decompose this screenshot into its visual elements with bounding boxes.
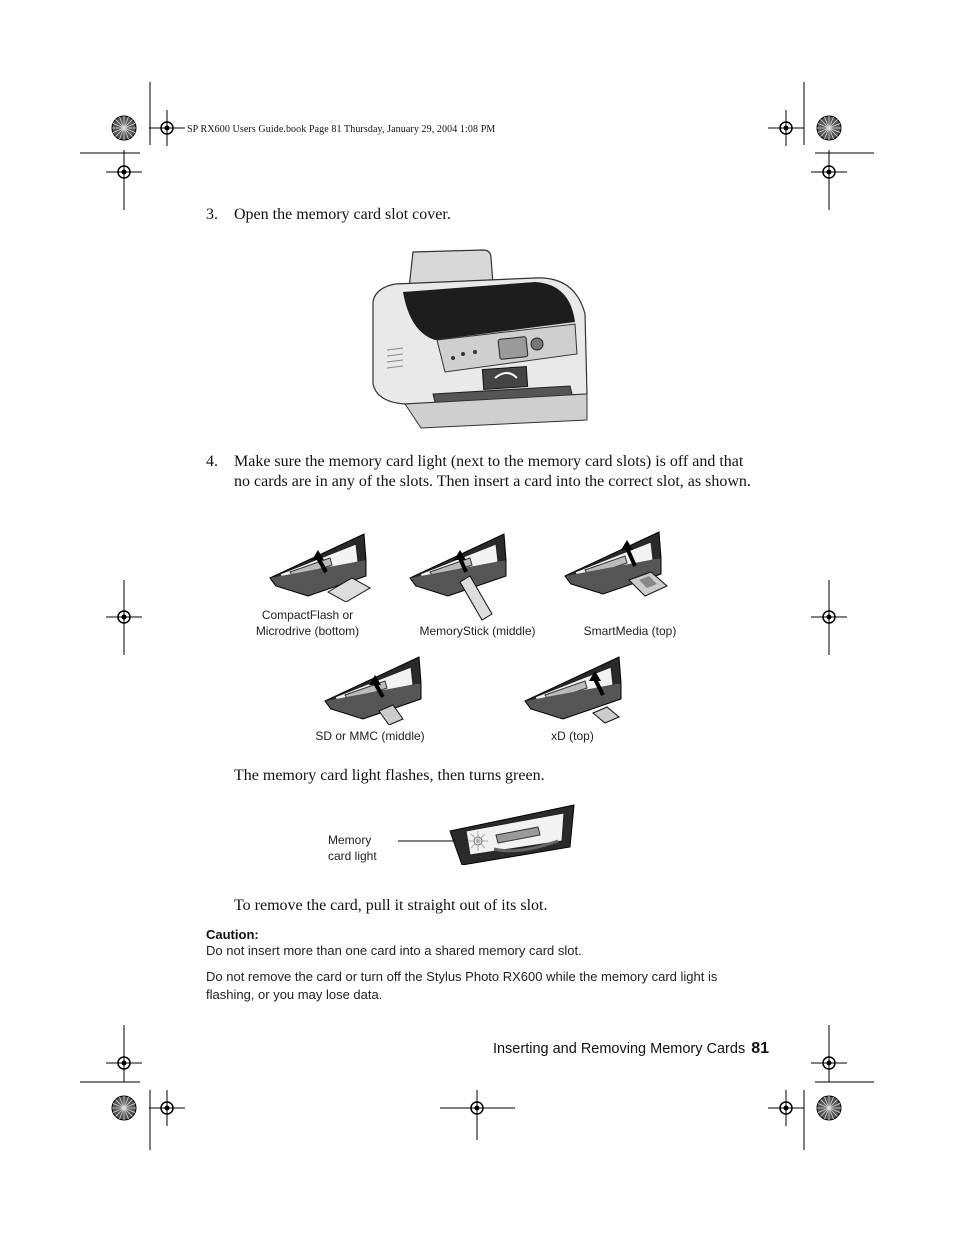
memory-card-light-label-line2: card light bbox=[328, 849, 377, 863]
memorystick-illustration bbox=[408, 532, 518, 622]
compactflash-illustration bbox=[268, 532, 378, 602]
caution-title: Caution: bbox=[206, 927, 259, 942]
step-3-number: 3. bbox=[206, 206, 218, 223]
smartmedia-illustration bbox=[563, 530, 673, 600]
memory-card-light-illustration bbox=[398, 803, 578, 865]
caption-compactflash-line2: Microdrive (bottom) bbox=[255, 624, 360, 638]
step-3-text: Open the memory card slot cover. bbox=[234, 206, 451, 223]
light-flashes-text: The memory card light flashes, then turns green. bbox=[234, 767, 545, 784]
memory-card-light-label bbox=[328, 832, 377, 864]
page-number: 81 bbox=[751, 1040, 769, 1057]
slug-line: SP RX600 Users Guide.book Page 81 Thursday, January 29, 2004 1:08 PM bbox=[187, 124, 496, 135]
caution-line-1: Do not insert more than one card into a shared memory card slot. bbox=[206, 943, 582, 958]
step-4-number: 4. bbox=[206, 453, 218, 470]
xd-illustration bbox=[523, 655, 633, 725]
step-4-text: Make sure the memory card light (next to the memory card slots) is off and that no cards are in any of the slots. Then insert a card into the correct slot, as shown. bbox=[234, 453, 751, 490]
caption-smartmedia: SmartMedia (top) bbox=[583, 624, 677, 638]
caution-line-2: Do not remove the card or turn off the Stylus Photo RX600 while the memory card light is flashing, or you may lose data. bbox=[206, 969, 718, 1002]
caption-compactflash-line1: CompactFlash or bbox=[261, 608, 354, 622]
remove-card-text: To remove the card, pull it straight out of its slot. bbox=[234, 897, 548, 914]
caption-xd: xD (top) bbox=[551, 729, 594, 743]
caption-sd-mmc: SD or MMC (middle) bbox=[315, 729, 425, 743]
footer-section-title: Inserting and Removing Memory Cards bbox=[492, 1041, 746, 1057]
page-footer bbox=[493, 1040, 769, 1058]
printer-illustration bbox=[365, 244, 590, 430]
memory-card-light-label-line1: Memory bbox=[328, 833, 372, 847]
sd-mmc-illustration bbox=[323, 655, 433, 725]
caption-memorystick: MemoryStick (middle) bbox=[419, 624, 536, 638]
